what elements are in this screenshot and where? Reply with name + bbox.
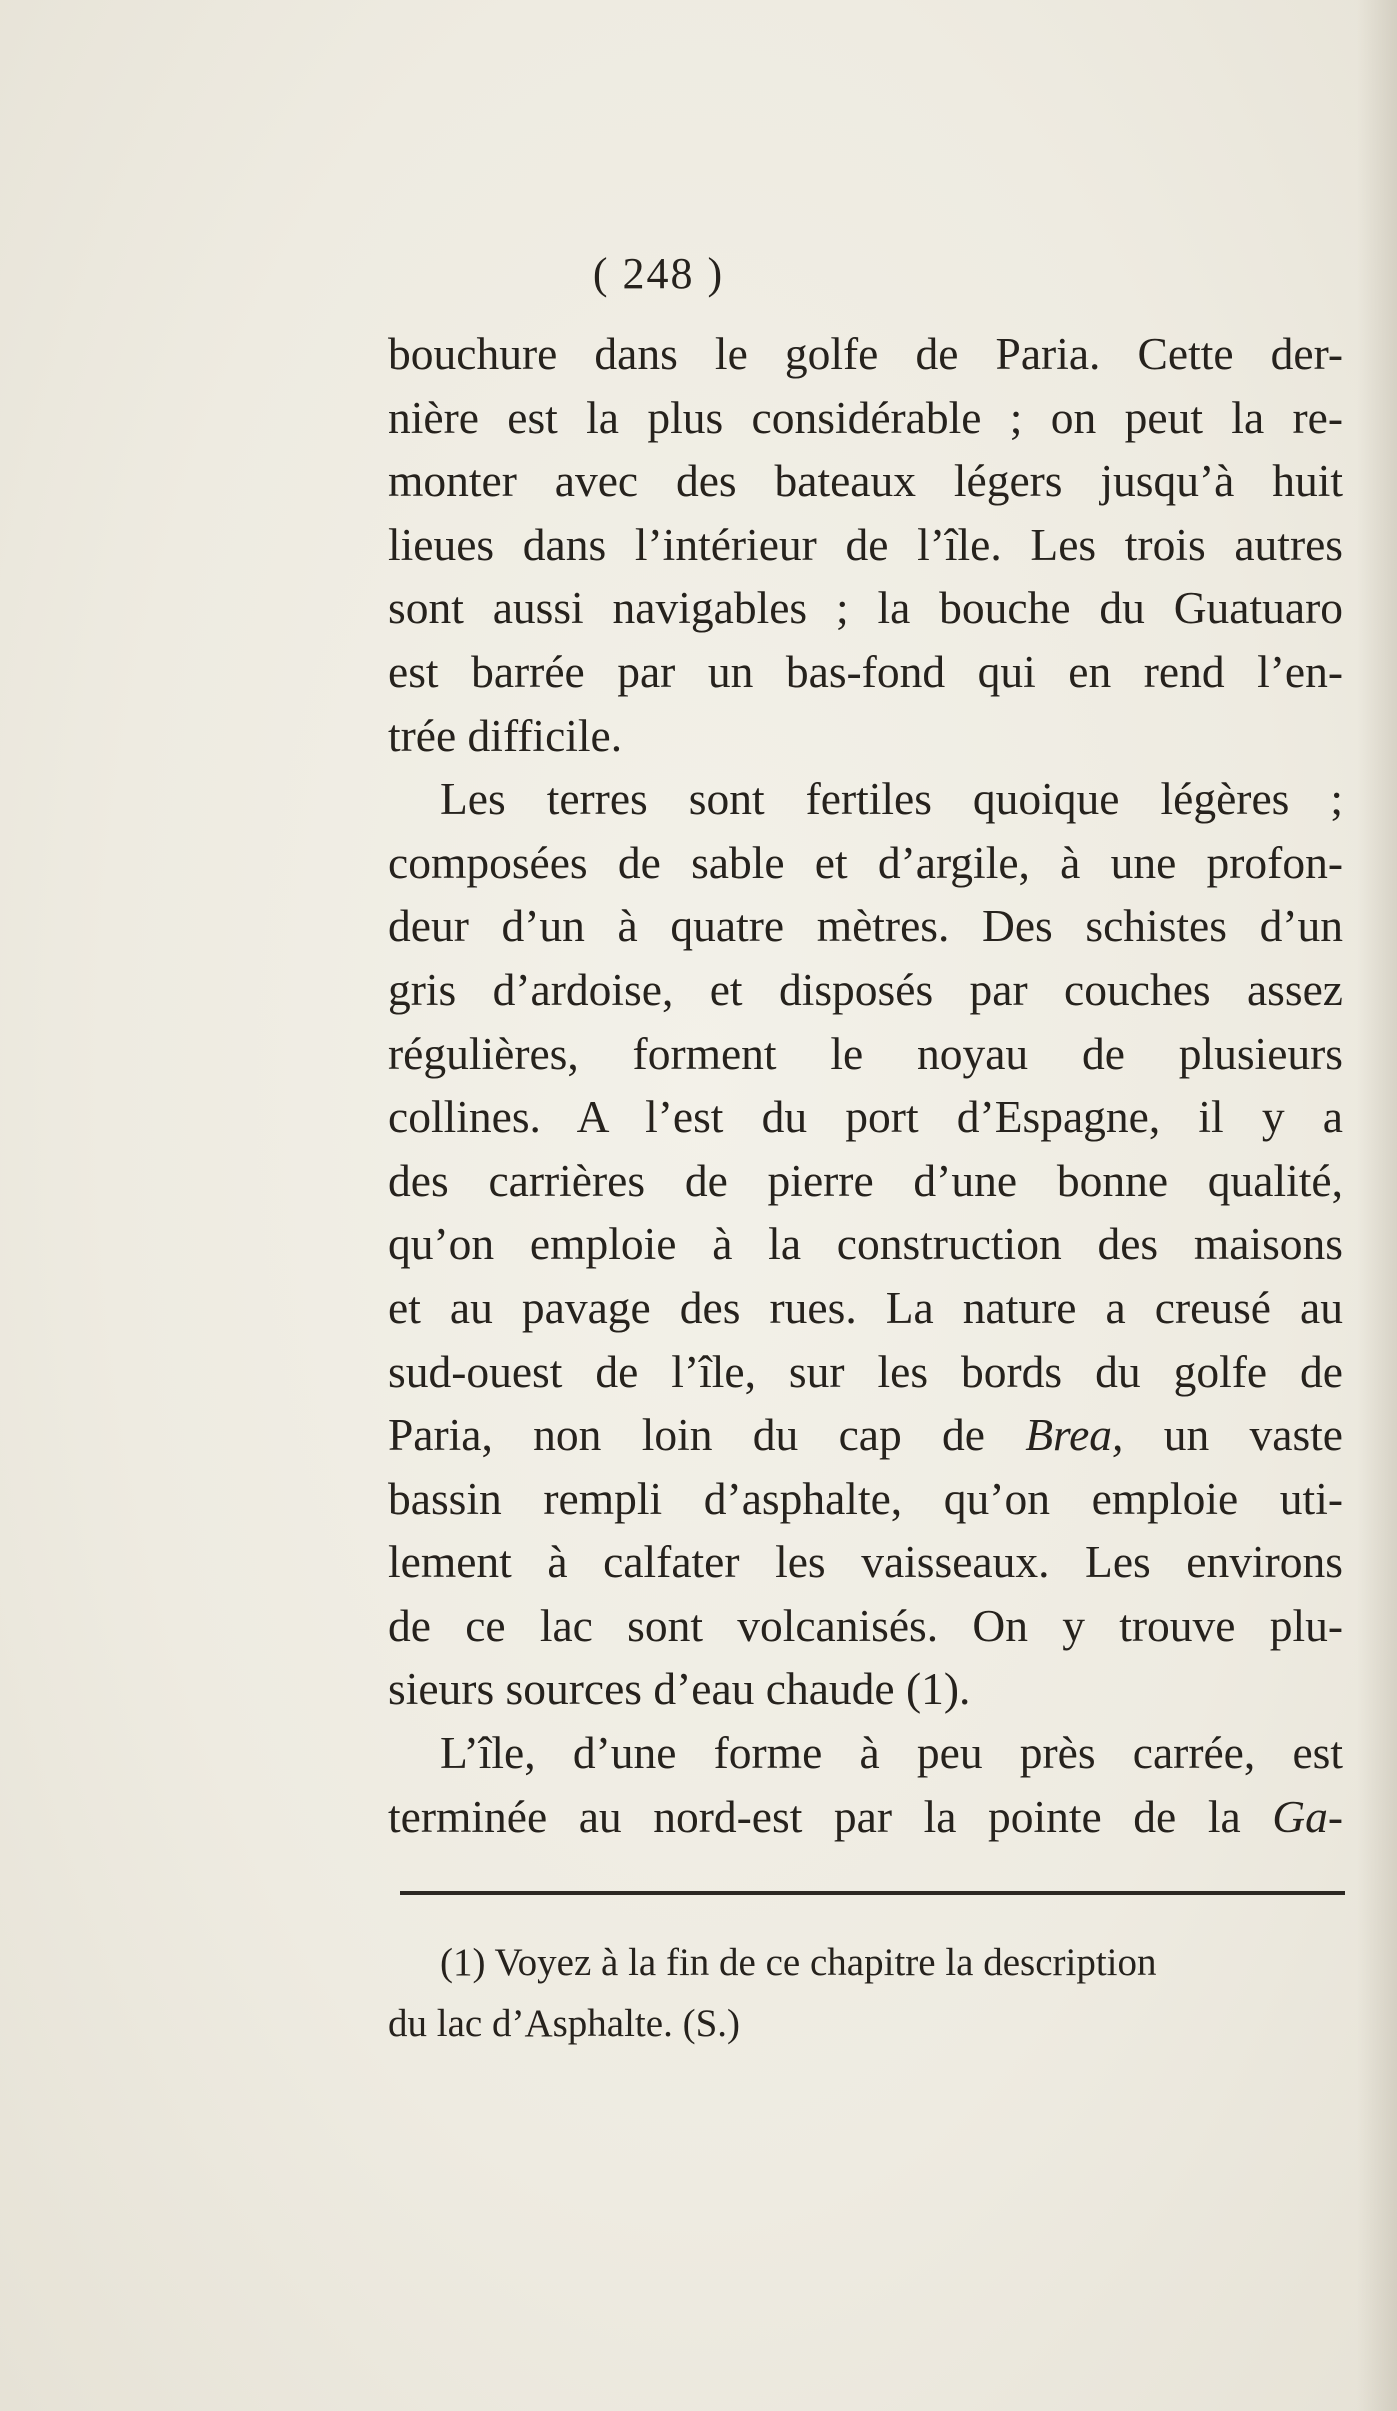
text-line: est barrée par un bas-fond qui en rend l’en- [388, 645, 1343, 697]
text-line-with-italic [388, 1403, 1343, 1467]
footnote-rule [400, 1891, 1345, 1895]
text-line: des carrières de pierre d’une bonne qualité, [388, 1154, 1343, 1206]
italic-place-name: Brea, [1025, 1409, 1124, 1461]
text-line: lieues dans l’intérieur de l’île. Les trois autres [388, 518, 1343, 570]
footnote-line: du lac d’Asphalte. (S.) [388, 2002, 740, 2045]
text-line: monter avec des bateaux légers jusqu’à huit [388, 455, 1343, 507]
text-line: trée difficile. [388, 709, 623, 761]
text-line: bassin rempli d’asphalte, qu’on emploie uti- [388, 1472, 1343, 1524]
text-segment: terminée au nord-est par la pointe de la [388, 1790, 1241, 1842]
body-text [388, 322, 1343, 1848]
text-line: gris d’ardoise, et disposés par couches assez [388, 963, 1343, 1015]
text-line: sont aussi navigables ; la bouche du Guatuaro [388, 582, 1343, 634]
text-line: sieurs sources d’eau chaude (1). [388, 1663, 971, 1715]
text-line: sud-ouest de l’île, sur les bords du golfe de [388, 1345, 1343, 1397]
text-line: nière est la plus considérable ; on peut la re- [388, 391, 1343, 443]
text-segment: un vaste [1163, 1409, 1343, 1461]
text-line: Les terres sont fertiles quoique légères ; [440, 773, 1343, 825]
page-number: ( 248 ) [592, 249, 725, 298]
text-line: L’île, d’une forme à peu près carrée, est [440, 1727, 1343, 1779]
footnote-line: (1) Voyez à la fin de ce chapitre la description [440, 1941, 1157, 1984]
text-line: deur d’un à quatre mètres. Des schistes d’un [388, 900, 1343, 952]
text-line: de ce lac sont volcanisés. On y trouve plu- [388, 1599, 1343, 1651]
text-line: régulières, forment le noyau de plusieurs [388, 1027, 1343, 1079]
text-line: collines. A l’est du port d’Espagne, il y a [388, 1091, 1343, 1143]
text-line: qu’on emploie à la construction des maisons [388, 1218, 1343, 1270]
text-segment: Paria, non loin du cap de [388, 1409, 985, 1461]
text-line: bouchure dans le golfe de Paria. Cette der- [388, 328, 1343, 379]
text-line: composées de sable et d’argile, à une profon- [388, 836, 1343, 888]
text-line: et au pavage des rues. La nature a creusé au [388, 1281, 1343, 1333]
footnote [388, 1932, 1368, 2054]
text-line: lement à calfater les vaisseaux. Les environs [388, 1536, 1343, 1588]
italic-word: Ga- [1272, 1790, 1343, 1842]
text-line-with-italic [388, 1785, 1343, 1849]
